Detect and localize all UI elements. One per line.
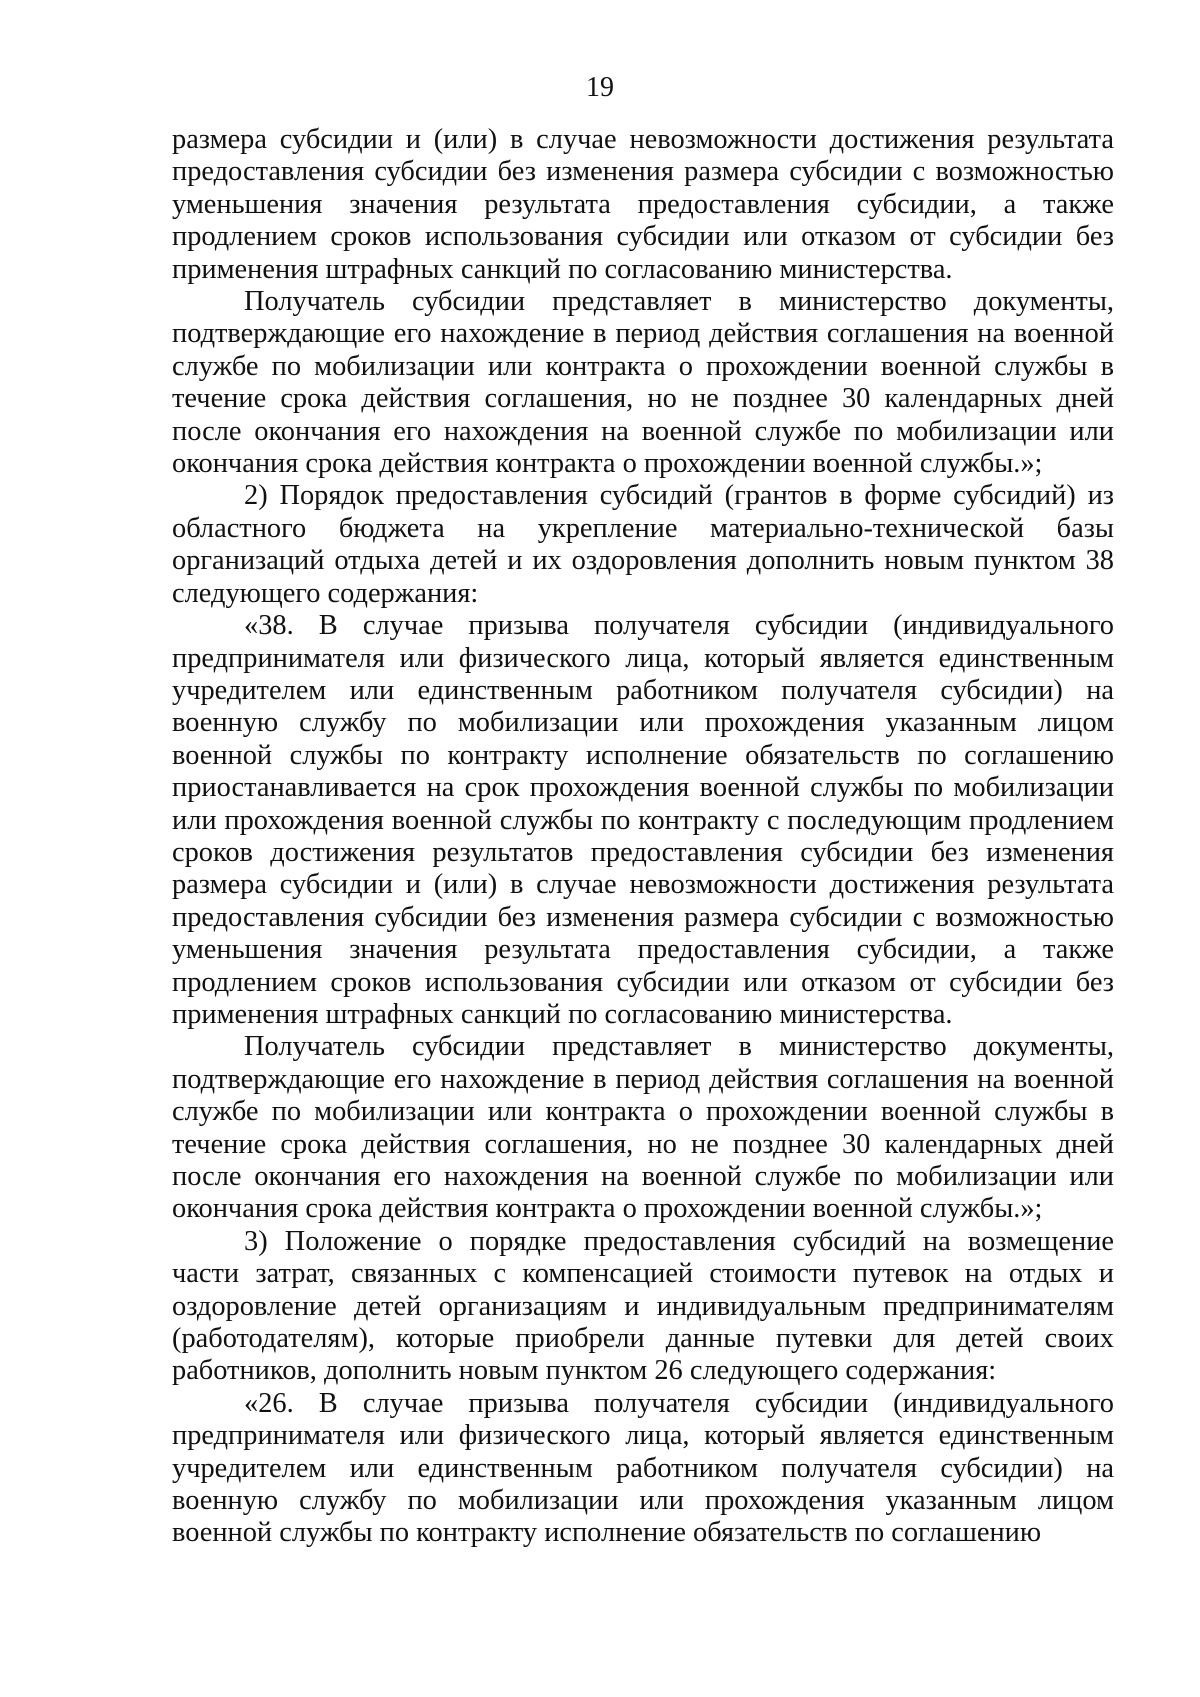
document-body bbox=[172, 124, 1114, 1550]
paragraph-continuation: размера субсидии и (или) в случае невозможности достижения результата предоставления субсидии без изменения размера субсидии с возможностью уменьшения значения результата предоставления субсидии, а также продлением сроков использования субсидии или отказом от субсидии без применения штрафных санкций по согласованию министерства. bbox=[172, 124, 1114, 285]
paragraph-item-3: 3) Положение о порядке предоставления субсидий на возмещение части затрат, связанных с компенсацией стоимости путевок на отдых и оздоровление детей организациям и индивидуальным предпринимателям (работодателям), которые приобрели данные путевки для детей своих работников, дополнить новым пунктом 26 следующего содержания: bbox=[172, 1225, 1114, 1387]
paragraph-point-26: «26. В случае призыва получателя субсидии (индивидуального предпринимателя или физического лица, который является единственным учредителем или единственным работником получателя субсидии) на военную службу по мобилизации или прохождения указанным лицом военной службы по контракту исполнение обязательств по соглашению bbox=[172, 1387, 1114, 1549]
paragraph-point-38: «38. В случае призыва получателя субсидии (индивидуального предпринимателя или физического лица, который является единственным учредителем или единственным работником получателя субсидии) на военную службу по мобилизации или прохождения указанным лицом военной службы по контракту исполнение обязательств по соглашению приостанавливается на срок прохождения военной службы по мобилизации или прохождения военной службы по контракту с последующим продлением сроков достижения результатов предоставления субсидии без изменения размера субсидии и (или) в случае невозможности достижения результата предоставления субсидии без изменения размера субсидии с возможностью уменьшения значения результата предоставления субсидии, а также продлением сроков использования субсидии или отказом от субсидии без применения штрафных санкций по согласованию министерства. bbox=[172, 610, 1114, 1030]
page-number: 19 bbox=[586, 72, 614, 103]
paragraph-recipient-documents-1: Получатель субсидии представляет в министерство документы, подтверждающие его нахождение в период действия соглашения на военной службе по мобилизации или контракта о прохождении военной службы в течение срока действия соглашения, но не позднее 30 календарных дней после окончания его нахождения на военной службе по мобилизации или окончания срока действия контракта о прохождении военной службы.»; bbox=[172, 286, 1114, 480]
paragraph-item-2: 2) Порядок предоставления субсидий (грантов в форме субсидий) из областного бюджета на укрепление материально-технической базы организаций отдыха детей и их оздоровления дополнить новым пунктом 38 следующего содержания: bbox=[172, 480, 1114, 609]
paragraph-recipient-documents-2: Получатель субсидии представляет в министерство документы, подтверждающие его нахождение в период действия соглашения на военной службе по мобилизации или контракта о прохождении военной службы в течение срока действия соглашения, но не позднее 30 календарных дней после окончания его нахождения на военной службе по мобилизации или окончания срока действия контракта о прохождении военной службы.»; bbox=[172, 1031, 1114, 1225]
